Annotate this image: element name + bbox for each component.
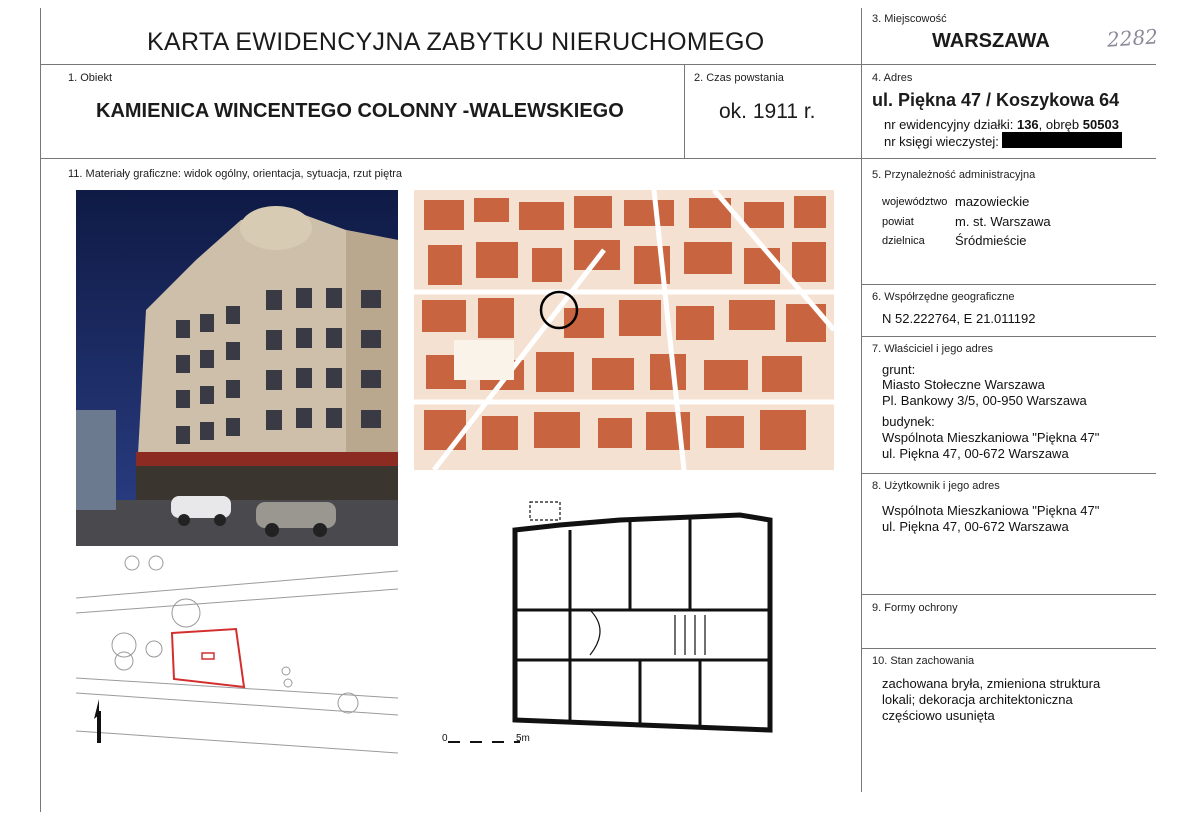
field-value-wspolrzedne: N 52.222764, E 21.011192 — [882, 311, 1036, 326]
precinct-number: 50503 — [1082, 117, 1119, 132]
field-label-uzytkownik: 8. Użytkownik i jego adres — [872, 480, 1000, 492]
divider — [862, 594, 1156, 595]
field-value-adres: ul. Piękna 47 / Koszykowa 64 — [872, 90, 1120, 110]
parcel-prefix: nr ewidencyjny działki: — [884, 117, 1014, 132]
admin-key-powiat: powiat — [882, 216, 914, 228]
orientation-map — [414, 190, 834, 470]
condition-line: zachowana bryła, zmieniona struktura — [882, 676, 1101, 691]
owner-line: Wspólnota Mieszkaniowa "Piękna 47" — [882, 430, 1100, 445]
admin-key-dzielnica: dzielnica — [882, 235, 925, 247]
user-line: ul. Piękna 47, 00-672 Warszawa — [882, 519, 1069, 534]
field-label-obiekt: 1. Obiekt — [68, 72, 113, 84]
field-label-formy: 9. Formy ochrony — [872, 602, 958, 614]
building-photo — [76, 190, 398, 546]
owner-line: Pl. Bankowy 3/5, 00-950 Warszawa — [882, 393, 1087, 408]
divider — [40, 158, 1156, 159]
field-value-czas: ok. 1911 r. — [719, 100, 816, 123]
field-label-wspolrzedne: 6. Współrzędne geograficzne — [872, 291, 1015, 303]
field-label-wlasciciel: 7. Właściciel i jego adres — [872, 343, 994, 355]
admin-value-wojewodztwo: mazowieckie — [955, 194, 1030, 209]
divider — [40, 64, 1156, 65]
condition-line: lokali; dekoracja architektoniczna — [882, 692, 1073, 707]
divider — [862, 648, 1156, 649]
parcel-line — [884, 117, 1119, 132]
land-register-label: nr księgi wieczystej: — [884, 134, 999, 149]
scale-start-label: 0 — [442, 733, 448, 744]
divider — [862, 473, 1156, 474]
divider — [862, 336, 1156, 337]
field-label-miejscowosc: 3. Miejscowość — [872, 13, 947, 25]
field-value-obiekt: KAMIENICA WINCENTEGO COLONNY -WALEWSKIEGO — [96, 100, 624, 122]
redaction-bar — [1002, 132, 1122, 148]
field-value-miejscowosc: WARSZAWA — [932, 30, 1050, 52]
scale-end-label: 5m — [516, 733, 530, 744]
field-label-adres: 4. Adres — [872, 72, 913, 84]
field-label-czas: 2. Czas powstania — [694, 72, 784, 84]
page-title: KARTA EWIDENCYJNA ZABYTKU NIERUCHOMEGO — [147, 28, 765, 56]
precinct-prefix: , obręb — [1038, 117, 1080, 132]
owner-line: grunt: — [882, 362, 916, 377]
owner-line: ul. Piękna 47, 00-672 Warszawa — [882, 446, 1069, 461]
user-line: Wspólnota Mieszkaniowa "Piękna 47" — [882, 503, 1100, 518]
admin-value-dzielnica: Śródmieście — [955, 233, 1027, 248]
handwritten-number: 2282 — [1106, 24, 1159, 52]
field-label-materialy: 11. Materiały graficzne: widok ogólny, orientacja, sytuacja, rzut piętra — [68, 168, 403, 180]
admin-key-wojewodztwo: województwo — [882, 196, 948, 208]
divider — [684, 64, 685, 158]
parcel-number: 136 — [1016, 117, 1039, 132]
owner-line: budynek: — [882, 414, 935, 429]
divider — [861, 8, 862, 792]
condition-line: częściowo usunięta — [882, 708, 995, 723]
owner-line: Miasto Stołeczne Warszawa — [882, 377, 1045, 392]
divider — [40, 8, 41, 812]
field-label-stan: 10. Stan zachowania — [872, 655, 975, 667]
admin-value-powiat: m. st. Warszawa — [955, 214, 1051, 229]
floor-plan — [440, 490, 835, 760]
divider — [862, 284, 1156, 285]
field-label-przynaleznosc: 5. Przynależność administracyjna — [872, 169, 1036, 181]
site-plan — [76, 553, 398, 763]
